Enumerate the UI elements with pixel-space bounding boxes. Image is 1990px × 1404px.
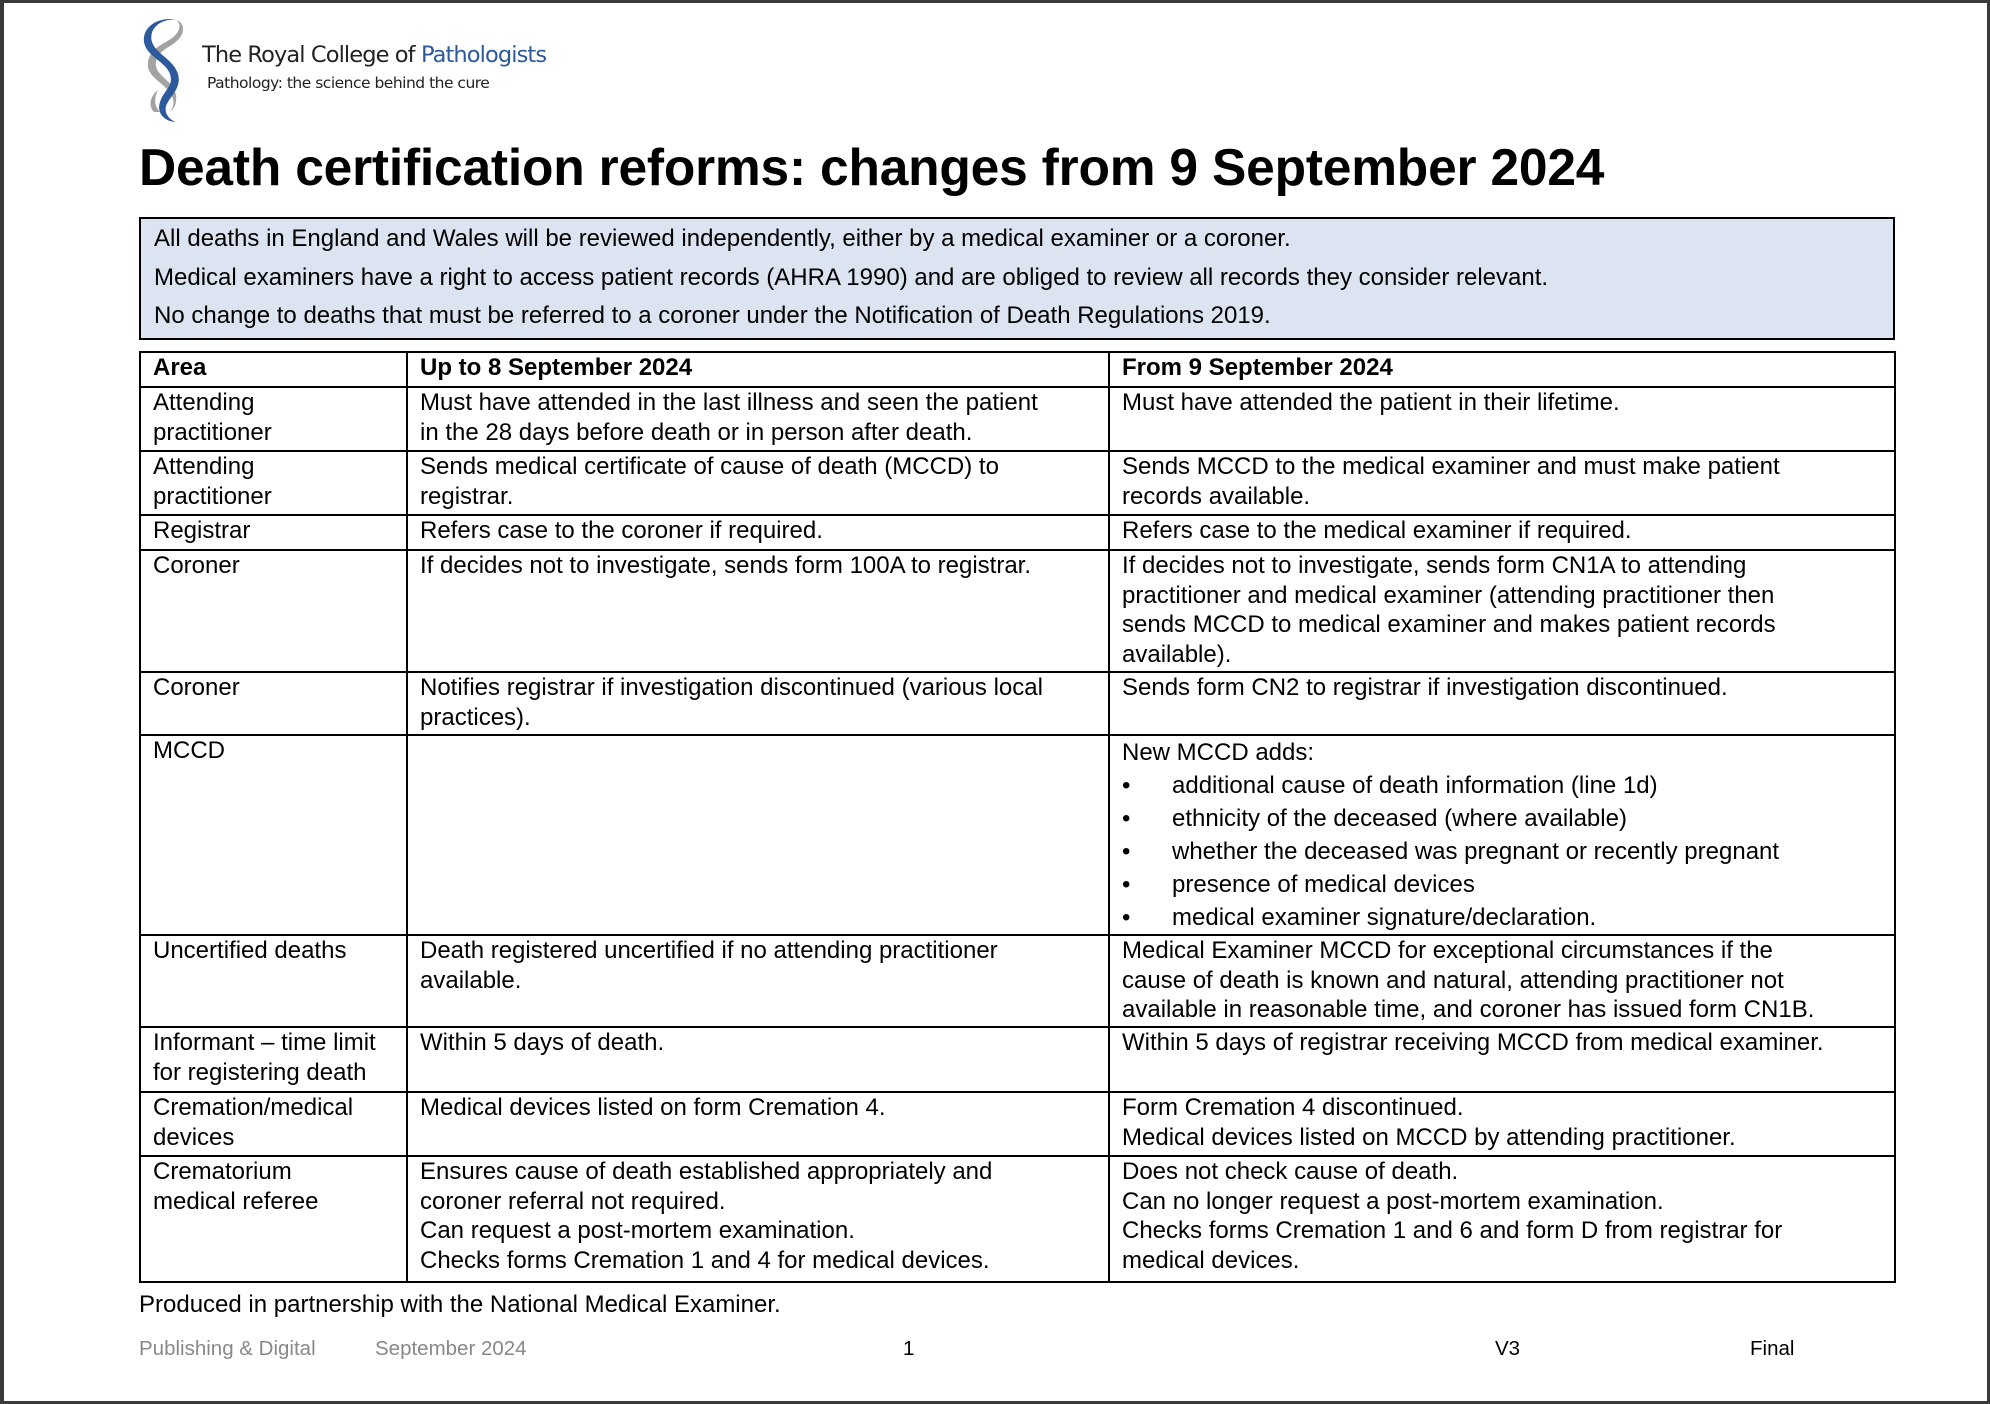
cell-after-line: sends MCCD to medical examiner and makes patient records — [1122, 611, 1776, 638]
cell-area-line: practitioner — [153, 418, 272, 446]
summary-line: No change to deaths that must be referred to a coroner under the Notification of Death Regulations 2019. — [154, 302, 1271, 329]
cell-area-line: Crematorium — [153, 1158, 292, 1185]
table-row — [140, 550, 1895, 672]
cell-area — [140, 550, 407, 672]
cell-after-line: Sends MCCD to the medical examiner and must make patient — [1122, 453, 1780, 480]
cell-before — [407, 935, 1109, 1027]
cell-area-line: for registering death — [153, 1058, 367, 1086]
cell-after-line: records available. — [1122, 482, 1311, 510]
organisation-name-prefix: The Royal College of — [202, 42, 421, 68]
document-page — [4, 3, 1987, 1401]
footer-page-number: 1 — [903, 1337, 915, 1360]
cell-after-line: Refers case to the medical examiner if required. — [1122, 517, 1632, 544]
cell-before — [407, 1027, 1109, 1092]
cell-after-line: available in reasonable time, and coroner has issued form CN1B. — [1122, 996, 1815, 1023]
cell-after-line: available). — [1122, 640, 1232, 668]
cell-after — [1109, 550, 1895, 672]
bullet-text: medical examiner signature/declaration. — [1172, 904, 1597, 931]
cell-area — [140, 515, 407, 550]
cell-area-line: medical referee — [153, 1187, 319, 1215]
table-row — [140, 1156, 1895, 1282]
cell-after-line: cause of death is known and natural, attending practitioner not — [1122, 966, 1784, 994]
cell-after-line: Within 5 days of registrar receiving MCCD from medical examiner. — [1122, 1029, 1824, 1056]
cell-area-line: Coroner — [153, 552, 240, 579]
cell-after — [1109, 515, 1895, 550]
footer-status: Final — [1750, 1337, 1795, 1360]
cell-after-line: practitioner and medical examiner (attending practitioner then — [1122, 581, 1775, 609]
cell-after-line: Form Cremation 4 discontinued. — [1122, 1094, 1464, 1121]
cell-after-line: Can no longer request a post-mortem examination. — [1122, 1187, 1664, 1215]
cell-before — [407, 387, 1109, 451]
cell-after — [1109, 935, 1895, 1027]
bullet-text: presence of medical devices — [1172, 871, 1475, 898]
cell-after-line: Does not check cause of death. — [1122, 1158, 1459, 1185]
cell-area-line: MCCD — [153, 737, 225, 764]
footer-department: Publishing & Digital — [139, 1337, 316, 1360]
cell-area — [140, 1092, 407, 1156]
header-before: Up to 8 September 2024 — [407, 352, 1109, 387]
footer-date: September 2024 — [375, 1337, 527, 1360]
cell-area — [140, 451, 407, 515]
cell-area-line: Registrar — [153, 517, 251, 544]
cell-area-line: Cremation/medical — [153, 1094, 354, 1121]
cell-before-line: Death registered uncertified if no attending practitioner — [420, 937, 998, 964]
cell-before-line: Ensures cause of death established appropriately and — [420, 1158, 993, 1185]
header-area: Area — [140, 352, 407, 387]
cell-before — [407, 515, 1109, 550]
cell-before-line: registrar. — [420, 482, 514, 510]
table-header-row — [140, 352, 1895, 387]
cell-after-intro: New MCCD adds: — [1122, 739, 1315, 766]
summary-box — [139, 217, 1895, 340]
bullet-text: ethnicity of the deceased (where available) — [1172, 805, 1627, 832]
cell-before-line: available. — [420, 966, 522, 994]
cell-before — [407, 735, 1109, 935]
cell-before-line: If decides not to investigate, sends form 100A to registrar. — [420, 552, 1032, 579]
bullet-list — [1122, 769, 1884, 934]
rcpath-helix-logo-icon — [140, 16, 190, 124]
page-title: Death certification reforms: changes from 9 September 2024 — [139, 138, 1605, 196]
organisation-tagline: Pathology: the science behind the cure — [207, 74, 490, 92]
cell-after-line: Must have attended the patient in their lifetime. — [1122, 389, 1620, 416]
cell-before-line: Refers case to the coroner if required. — [420, 517, 823, 544]
cell-after — [1109, 451, 1895, 515]
cell-area-line: Attending — [153, 453, 255, 480]
cell-before-line: Notifies registrar if investigation discontinued (various local — [420, 674, 1043, 701]
table-row — [140, 735, 1895, 935]
cell-area-line: Attending — [153, 389, 255, 416]
cell-before-line: Within 5 days of death. — [420, 1029, 665, 1056]
summary-line: All deaths in England and Wales will be reviewed independently, either by a medical examiner or a coroner. — [154, 225, 1291, 252]
cell-after — [1109, 1027, 1895, 1092]
cell-before-line: Checks forms Cremation 1 and 4 for medical devices. — [420, 1246, 990, 1274]
cell-before-line: in the 28 days before death or in person after death. — [420, 418, 973, 446]
cell-before-line: practices). — [420, 703, 531, 731]
cell-area-line: Informant – time limit — [153, 1029, 376, 1056]
cell-after — [1109, 672, 1895, 735]
organisation-name-accent: Pathologists — [420, 42, 547, 68]
reforms-table — [139, 351, 1896, 1283]
table-row — [140, 672, 1895, 735]
organisation-name — [202, 42, 546, 68]
bullet-icon: • — [1122, 838, 1131, 865]
footer-version: V3 — [1495, 1337, 1521, 1360]
header-after: From 9 September 2024 — [1109, 352, 1895, 387]
cell-area — [140, 735, 407, 935]
cell-before-line: coroner referral not required. — [420, 1187, 726, 1215]
cell-before — [407, 672, 1109, 735]
bullet-text: additional cause of death information (line 1d) — [1172, 772, 1658, 799]
cell-area — [140, 1156, 407, 1282]
cell-after-line: Checks forms Cremation 1 and 6 and form D from registrar for — [1122, 1217, 1783, 1244]
table-row — [140, 451, 1895, 515]
cell-area-line: practitioner — [153, 482, 272, 510]
table-row — [140, 1092, 1895, 1156]
bullet-icon: • — [1122, 871, 1131, 898]
cell-area-line: Coroner — [153, 674, 240, 701]
cell-area-line: Uncertified deaths — [153, 937, 347, 964]
cell-before — [407, 550, 1109, 672]
bullet-text: whether the deceased was pregnant or recently pregnant — [1172, 838, 1780, 865]
cell-before-line: Must have attended in the last illness and seen the patient — [420, 389, 1038, 416]
cell-after-line: Medical Examiner MCCD for exceptional circumstances if the — [1122, 937, 1773, 964]
table-row — [140, 387, 1895, 451]
table-row — [140, 515, 1895, 550]
cell-area — [140, 387, 407, 451]
bullet-item — [1122, 868, 1884, 901]
partnership-note: Produced in partnership with the National Medical Examiner. — [139, 1291, 781, 1318]
bullet-item — [1122, 802, 1884, 835]
cell-after — [1109, 1156, 1895, 1282]
cell-after — [1109, 735, 1895, 935]
cell-before — [407, 1092, 1109, 1156]
cell-after-line: If decides not to investigate, sends form CN1A to attending — [1122, 552, 1747, 579]
bullet-item — [1122, 901, 1884, 934]
cell-area — [140, 1027, 407, 1092]
bullet-item — [1122, 769, 1884, 802]
cell-after — [1109, 1092, 1895, 1156]
cell-after-line: Medical devices listed on MCCD by attending practitioner. — [1122, 1123, 1736, 1151]
cell-after — [1109, 387, 1895, 451]
cell-before-line: Medical devices listed on form Cremation 4. — [420, 1094, 886, 1121]
bullet-icon: • — [1122, 805, 1131, 832]
cell-after-line: medical devices. — [1122, 1246, 1300, 1274]
summary-line: Medical examiners have a right to access patient records (AHRA 1990) and are obliged to review all records they consider relevant. — [154, 264, 1549, 291]
cell-area — [140, 672, 407, 735]
cell-area-line: devices — [153, 1123, 235, 1151]
cell-before — [407, 451, 1109, 515]
bullet-icon: • — [1122, 772, 1131, 799]
bullet-icon: • — [1122, 904, 1131, 931]
cell-area — [140, 935, 407, 1027]
bullet-item — [1122, 835, 1884, 868]
cell-after-line: Sends form CN2 to registrar if investigation discontinued. — [1122, 674, 1728, 701]
cell-before-line: Sends medical certificate of cause of death (MCCD) to — [420, 453, 999, 480]
cell-before — [407, 1156, 1109, 1282]
table-row — [140, 1027, 1895, 1092]
cell-before-line: Can request a post-mortem examination. — [420, 1217, 855, 1244]
table-row — [140, 935, 1895, 1027]
